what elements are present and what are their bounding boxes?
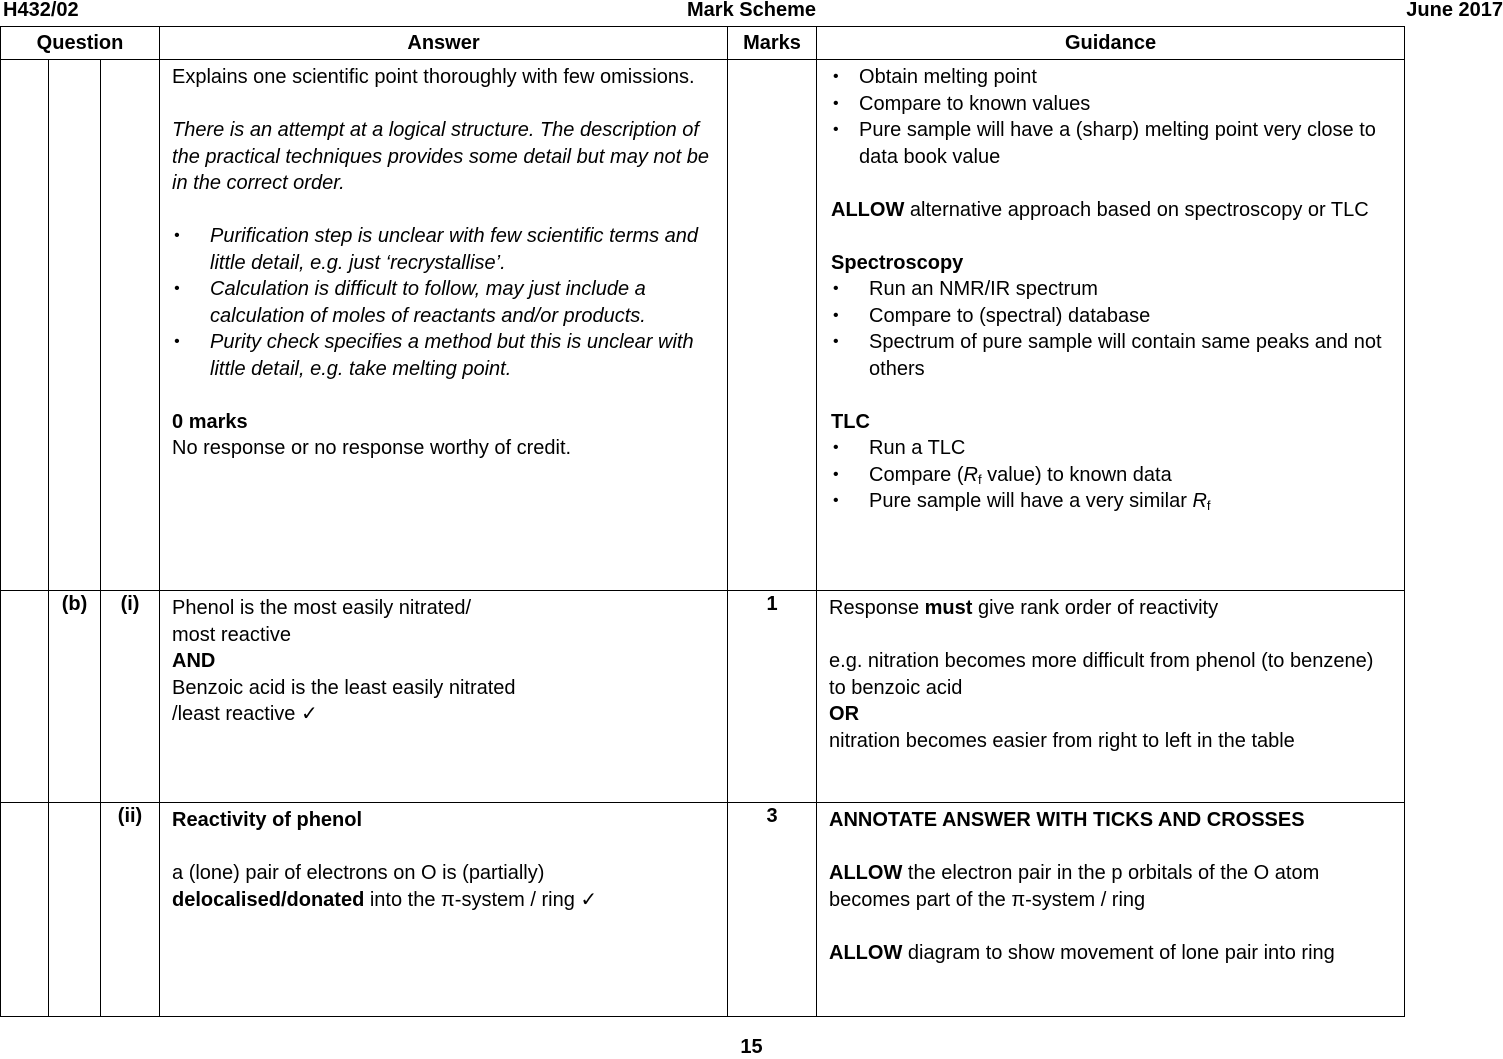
- list-item: • Purification step is unclear with few scientific terms and little detail, e.g. just ‘recrystallise’.: [172, 223, 717, 276]
- column-header-question: Question: [1, 27, 160, 60]
- answer-heading: Reactivity of phenol: [172, 809, 363, 831]
- marks-value: 1: [728, 591, 817, 803]
- answer-line: /least reactive ✓: [172, 703, 318, 725]
- table-row: [1, 60, 1405, 591]
- question-subpart-label: (i): [101, 591, 160, 803]
- answer-cell: [160, 591, 728, 803]
- list-item: • Compare ($R_f$ value) to known data: [831, 462, 1394, 489]
- list-item: • Calculation is difficult to follow, may just include a calculation of moles of reactants and/or products.: [172, 276, 717, 329]
- column-header-guidance: Guidance: [817, 27, 1405, 60]
- guidance-bullet-list: [831, 64, 1394, 170]
- zero-marks-text: No response or no response worthy of credit.: [172, 437, 572, 459]
- guidance-cell: [817, 60, 1405, 591]
- allow-note: ALLOW the electron pair in the p orbitals of the O atom becomes part of the π-system / ring: [829, 862, 1320, 911]
- guidance-line: Response must give rank order of reactivity: [829, 597, 1219, 619]
- guidance-heading: ANNOTATE ANSWER WITH TICKS AND CROSSES: [829, 809, 1305, 831]
- column-header-marks: Marks: [728, 27, 817, 60]
- exam-date: June 2017: [1406, 0, 1503, 21]
- question-part-cell: [49, 60, 101, 591]
- guidance-cell: [817, 803, 1405, 1017]
- answer-bullet-list: [172, 223, 717, 382]
- spectroscopy-heading: Spectroscopy: [831, 251, 964, 274]
- table-row: [1, 803, 1405, 1017]
- mark-scheme-table: [0, 26, 1405, 1017]
- column-header-answer: Answer: [160, 27, 728, 60]
- list-item: • Run an NMR/IR spectrum: [831, 276, 1394, 303]
- list-item: • Obtain melting point: [831, 64, 1394, 91]
- guidance-connector: OR: [829, 703, 860, 725]
- question-subpart-cell: [101, 60, 160, 591]
- list-item: • Pure sample will have a (sharp) melting point very close to data book value: [831, 117, 1394, 170]
- guidance-cell: [817, 591, 1405, 803]
- question-part-cell: [49, 803, 101, 1017]
- zero-marks-heading: 0 marks: [172, 410, 248, 433]
- answer-line: Benzoic acid is the least easily nitrated: [172, 676, 516, 699]
- allow-note: ALLOW alternative approach based on spectroscopy or TLC: [831, 198, 1369, 221]
- table-row: [1, 591, 1405, 803]
- guidance-line: nitration becomes easier from right to left in the table: [829, 729, 1295, 752]
- answer-line: a (lone) pair of electrons on O is (partially): [172, 862, 545, 884]
- answer-connector: AND: [172, 650, 216, 672]
- tlc-bullet-list: [831, 435, 1394, 515]
- table-header-row: [1, 27, 1405, 60]
- answer-structure-text: There is an attempt at a logical structure. The description of the practical techniques provides some detail but may not be in the correct order.: [172, 119, 709, 194]
- list-item: • Purity check specifies a method but this is unclear with little detail, e.g. take melting point.: [172, 329, 717, 382]
- paper-code: H432/02: [3, 0, 79, 21]
- list-item: • Pure sample will have a very similar $R_f$: [831, 488, 1394, 515]
- list-item: • Spectrum of pure sample will contain same peaks and not others: [831, 329, 1394, 382]
- question-cell: [1, 60, 49, 591]
- guidance-line: e.g. nitration becomes more difficult from phenol (to benzene) to benzoic acid: [829, 650, 1374, 699]
- answer-line: most reactive: [172, 623, 291, 646]
- list-item: • Run a TLC: [831, 435, 1394, 462]
- page-number: 15: [740, 1036, 763, 1058]
- marks-value: 3: [728, 803, 817, 1017]
- document-title: Mark Scheme: [687, 0, 816, 21]
- spectroscopy-bullet-list: [831, 276, 1394, 382]
- list-item: • Compare to (spectral) database: [831, 303, 1394, 330]
- answer-intro: Explains one scientific point thoroughly with few omissions.: [172, 66, 695, 88]
- question-subpart-label: (ii): [101, 803, 160, 1017]
- marks-cell: [728, 60, 817, 591]
- question-part-label: (b): [49, 591, 101, 803]
- answer-line: Phenol is the most easily nitrated/: [172, 597, 472, 619]
- list-item: • Compare to known values: [831, 91, 1394, 118]
- answer-line: delocalised/donated into the π-system / ring ✓: [172, 888, 598, 911]
- tlc-heading: TLC: [831, 410, 870, 433]
- answer-cell: [160, 803, 728, 1017]
- answer-cell: [160, 60, 728, 591]
- question-cell: [1, 803, 49, 1017]
- question-cell: [1, 591, 49, 803]
- allow-note: ALLOW diagram to show movement of lone pair into ring: [829, 941, 1335, 964]
